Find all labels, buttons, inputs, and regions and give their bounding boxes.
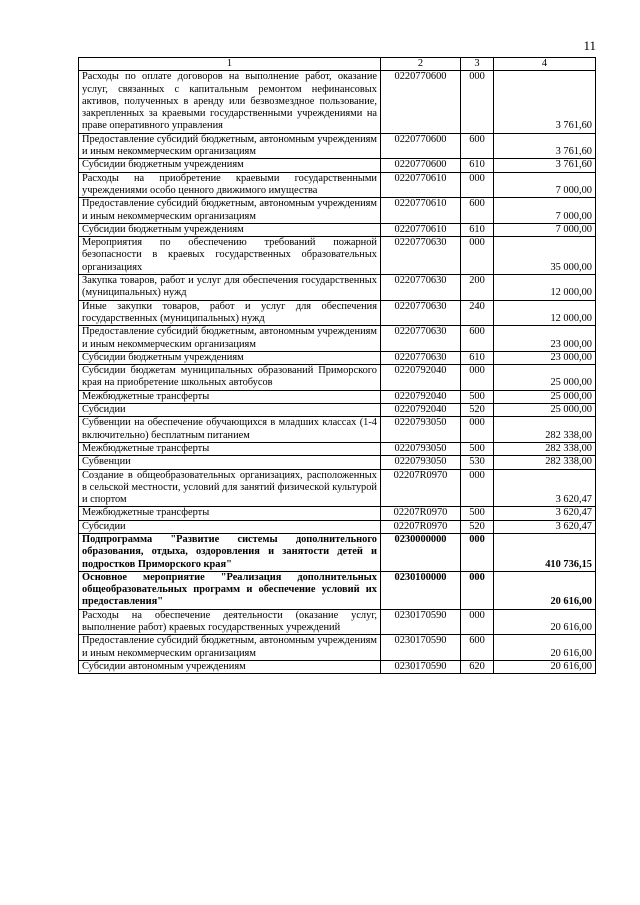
row-code-cell: 0220792040 — [381, 404, 461, 417]
row-code-cell: 0220770610 — [381, 198, 461, 224]
row-type-cell: 000 — [461, 469, 494, 507]
row-code-cell: 0220770600 — [381, 71, 461, 133]
table-row — [79, 365, 596, 391]
row-sum-cell: 35 000,00 — [494, 237, 596, 275]
row-name-cell: Межбюджетные трансферты — [79, 507, 381, 520]
row-name-cell: Субсидии бюджетным учреждениям — [79, 223, 381, 236]
table-row — [79, 417, 596, 443]
row-sum-cell: 410 736,15 — [494, 533, 596, 571]
row-type-cell: 620 — [461, 660, 494, 673]
row-type-cell: 520 — [461, 520, 494, 533]
table-row — [79, 520, 596, 533]
row-type-cell: 240 — [461, 300, 494, 326]
row-code-cell: 0220793050 — [381, 417, 461, 443]
row-name-cell: Закупка товаров, работ и услуг для обеспечения государственных (муниципальных) нужд — [79, 275, 381, 301]
row-type-cell: 600 — [461, 198, 494, 224]
row-sum-cell: 25 000,00 — [494, 390, 596, 403]
row-sum-cell: 3 620,47 — [494, 520, 596, 533]
row-code-cell: 0220770630 — [381, 300, 461, 326]
row-type-cell: 600 — [461, 635, 494, 661]
row-name-cell: Предоставление субсидий бюджетным, автономным учреждениям и иным некоммерческим организациям — [79, 133, 381, 159]
row-code-cell: 0230170590 — [381, 635, 461, 661]
table-row — [79, 275, 596, 301]
row-sum-cell: 25 000,00 — [494, 365, 596, 391]
row-sum-cell: 7 000,00 — [494, 172, 596, 198]
header-col-1: 1 — [79, 58, 381, 71]
row-name-cell: Межбюджетные трансферты — [79, 390, 381, 403]
header-col-4: 4 — [494, 58, 596, 71]
row-name-cell: Предоставление субсидий бюджетным, автономным учреждениям и иным некоммерческим организациям — [79, 635, 381, 661]
budget-table — [78, 57, 596, 674]
row-code-cell: 0220793050 — [381, 456, 461, 469]
row-type-cell: 000 — [461, 172, 494, 198]
row-type-cell: 000 — [461, 237, 494, 275]
table-row — [79, 133, 596, 159]
table-row — [79, 609, 596, 635]
row-sum-cell: 3 761,60 — [494, 71, 596, 133]
row-code-cell: 0230170590 — [381, 660, 461, 673]
row-name-cell: Основное мероприятие "Реализация дополнительных общеобразовательных программ и обеспечение условий их предоставления" — [79, 571, 381, 609]
row-code-cell: 0220770630 — [381, 351, 461, 364]
row-code-cell: 02207R0970 — [381, 520, 461, 533]
row-sum-cell: 3 761,60 — [494, 133, 596, 159]
table-row — [79, 351, 596, 364]
row-name-cell: Расходы по оплате договоров на выполнение работ, оказание услуг, связанных с капитальным ремонтом нефинансовых активов, полученных в аренду или безвозмездное пользование, закрепленных за краевыми государственными учреждениями на праве оперативного управления — [79, 71, 381, 133]
table-header-row — [79, 58, 596, 71]
row-type-cell: 600 — [461, 326, 494, 352]
row-type-cell: 600 — [461, 133, 494, 159]
table-row — [79, 326, 596, 352]
row-sum-cell: 7 000,00 — [494, 198, 596, 224]
row-sum-cell: 12 000,00 — [494, 300, 596, 326]
row-sum-cell: 25 000,00 — [494, 404, 596, 417]
row-type-cell: 500 — [461, 390, 494, 403]
table-row — [79, 390, 596, 403]
row-type-cell: 530 — [461, 456, 494, 469]
row-name-cell: Субсидии — [79, 520, 381, 533]
header-col-2: 2 — [381, 58, 461, 71]
row-sum-cell: 20 616,00 — [494, 660, 596, 673]
table-row — [79, 469, 596, 507]
row-code-cell: 0220792040 — [381, 390, 461, 403]
row-name-cell: Расходы на приобретение краевыми государственными учреждениями особо ценного движимого имущества — [79, 172, 381, 198]
table-row — [79, 300, 596, 326]
page-number: 11 — [583, 38, 596, 53]
table-row — [79, 172, 596, 198]
row-sum-cell: 20 616,00 — [494, 635, 596, 661]
row-name-cell: Подпрограмма "Развитие системы дополнительного образования, отдыха, оздоровления и занятости детей и подростков Приморского края" — [79, 533, 381, 571]
table-row — [79, 71, 596, 133]
table-row — [79, 159, 596, 172]
row-type-cell: 000 — [461, 609, 494, 635]
row-type-cell: 000 — [461, 417, 494, 443]
row-name-cell: Предоставление субсидий бюджетным, автономным учреждениям и иным некоммерческим организациям — [79, 198, 381, 224]
table-row — [79, 442, 596, 455]
table-row — [79, 237, 596, 275]
header-col-3: 3 — [461, 58, 494, 71]
table-row — [79, 507, 596, 520]
row-code-cell: 0220770610 — [381, 223, 461, 236]
row-type-cell: 000 — [461, 571, 494, 609]
row-sum-cell: 23 000,00 — [494, 326, 596, 352]
row-sum-cell: 20 616,00 — [494, 571, 596, 609]
row-name-cell: Субсидии бюджетам муниципальных образований Приморского края на приобретение школьных автобусов — [79, 365, 381, 391]
table-row — [79, 223, 596, 236]
table-row — [79, 404, 596, 417]
row-name-cell: Субсидии автономным учреждениям — [79, 660, 381, 673]
row-sum-cell: 3 620,47 — [494, 507, 596, 520]
row-name-cell: Субсидии бюджетным учреждениям — [79, 351, 381, 364]
row-code-cell: 0220770630 — [381, 275, 461, 301]
row-type-cell: 610 — [461, 159, 494, 172]
row-name-cell: Субвенции на обеспечение обучающихся в младших классах (1-4 включительно) бесплатным питанием — [79, 417, 381, 443]
row-code-cell: 0220770630 — [381, 326, 461, 352]
row-type-cell: 500 — [461, 442, 494, 455]
row-type-cell: 000 — [461, 71, 494, 133]
row-name-cell: Мероприятия по обеспечению требований пожарной безопасности в краевых государственных образовательных организациях — [79, 237, 381, 275]
row-sum-cell: 282 338,00 — [494, 456, 596, 469]
table-row — [79, 571, 596, 609]
row-type-cell: 610 — [461, 223, 494, 236]
row-name-cell: Межбюджетные трансферты — [79, 442, 381, 455]
row-type-cell: 000 — [461, 365, 494, 391]
row-sum-cell: 23 000,00 — [494, 351, 596, 364]
row-sum-cell: 3 620,47 — [494, 469, 596, 507]
row-sum-cell: 12 000,00 — [494, 275, 596, 301]
table-row — [79, 635, 596, 661]
row-type-cell: 610 — [461, 351, 494, 364]
row-sum-cell: 20 616,00 — [494, 609, 596, 635]
row-code-cell: 0220770600 — [381, 159, 461, 172]
row-sum-cell: 7 000,00 — [494, 223, 596, 236]
row-code-cell: 0220770630 — [381, 237, 461, 275]
row-name-cell: Субсидии бюджетным учреждениям — [79, 159, 381, 172]
row-code-cell: 02207R0970 — [381, 507, 461, 520]
row-name-cell: Субвенции — [79, 456, 381, 469]
row-code-cell: 0220793050 — [381, 442, 461, 455]
row-type-cell: 520 — [461, 404, 494, 417]
table-row — [79, 660, 596, 673]
row-code-cell: 0230100000 — [381, 571, 461, 609]
table-row — [79, 198, 596, 224]
row-code-cell: 0230170590 — [381, 609, 461, 635]
row-name-cell: Создание в общеобразовательных организациях, расположенных в сельской местности, условий для занятий физической культурой и спортом — [79, 469, 381, 507]
row-type-cell: 500 — [461, 507, 494, 520]
row-name-cell: Предоставление субсидий бюджетным, автономным учреждениям и иным некоммерческим организациям — [79, 326, 381, 352]
row-name-cell: Расходы на обеспечение деятельности (оказание услуг, выполнение работ) краевых государственных учреждений — [79, 609, 381, 635]
row-code-cell: 0220792040 — [381, 365, 461, 391]
row-type-cell: 200 — [461, 275, 494, 301]
row-code-cell: 0230000000 — [381, 533, 461, 571]
row-sum-cell: 3 761,60 — [494, 159, 596, 172]
row-code-cell: 02207R0970 — [381, 469, 461, 507]
row-sum-cell: 282 338,00 — [494, 442, 596, 455]
row-name-cell: Иные закупки товаров, работ и услуг для обеспечения государственных (муниципальных) нужд — [79, 300, 381, 326]
row-code-cell: 0220770600 — [381, 133, 461, 159]
table-row — [79, 456, 596, 469]
table-row — [79, 533, 596, 571]
row-type-cell: 000 — [461, 533, 494, 571]
row-code-cell: 0220770610 — [381, 172, 461, 198]
row-sum-cell: 282 338,00 — [494, 417, 596, 443]
row-name-cell: Субсидии — [79, 404, 381, 417]
